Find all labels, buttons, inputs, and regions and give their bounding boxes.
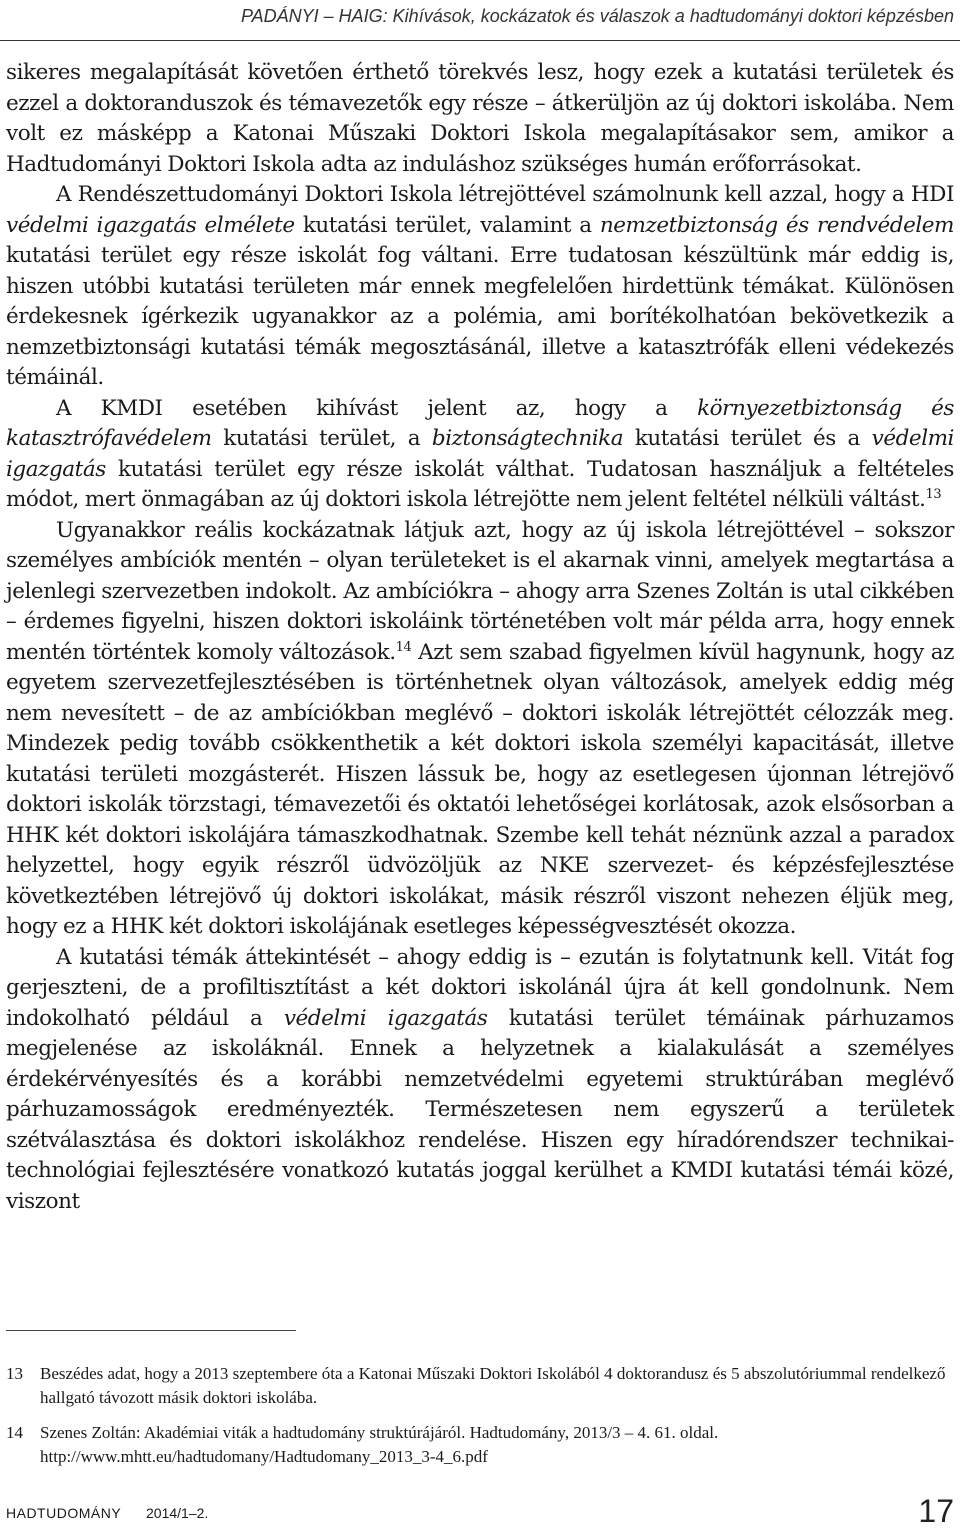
running-footer — [6, 1487, 954, 1527]
footnote-ref-13[interactable]: 13 — [925, 486, 942, 502]
paragraph-text: kutatási terület egy része iskolát válthat. Tudatosan használjuk a feltételes módot, mert önmagában az új doktori iskola létrejötte nem jelent feltétel nélküli váltást. — [6, 456, 954, 512]
footnotes — [6, 1362, 954, 1480]
emphasis-term: védelmi igazgatás — [6, 426, 954, 482]
paragraph-text: A kutatási témák áttekintését – ahogy eddig is – ezután is folytatnunk kell. Vitát fog gerjeszteni, de a profiltisztítást a két doktori iskolánál újra át kell gondolnunk. Nem indokolható például a — [6, 944, 954, 1031]
paragraph-text: kutatási terület egy része iskolát fog váltani. Erre tudatosan készültünk már eddig is, hiszen utóbbi kutatási területen már ennek megfelelően hirdettünk témákat. Különösen érdekesnek ígérkezik ugyanakkor az a polémia, ami borítékolhatóan bekövetkezik a nemzetbiztonsági kutatási témák megosztásánál, illetve a katasztrófák elleni védekezés témáinál. — [6, 243, 954, 390]
paragraph-text: A Rendészettudományi Doktori Iskola létrejöttével számolnunk kell azzal, hogy a HDI — [56, 182, 954, 207]
page-number: 17 — [918, 1493, 954, 1529]
footnote-text: Beszédes adat, hogy a 2013 szeptembere óta a Katonai Műszaki Doktori Iskolából 4 doktorandusz és 5 abszolutóriummal rendelkező hallgató távozott másik doktori iskolába. — [40, 1364, 946, 1407]
paragraph-3 — [6, 394, 954, 516]
paragraph-text: kutatási terület témáinak párhuzamos megjelenése az iskoláknál. Ennek a helyzetnek a kialakulását a személyes érdekérvényesítés és a korábbi nemzetvédelmi egyetemi struktúrában meglévő párhuzamosságok eredményezték. Természetesen nem egyszerű a területek szétválasztása és doktori iskolákhoz rendelése. Hiszen egy híradórendszer technikai-technológiai fejlesztésére vonatkozó kutatás joggal kerülhet a KMDI kutatási témái közé, viszont — [6, 1005, 954, 1214]
running-title: PADÁNYI – HAIG: Kihívások, kockázatok és válaszok a hadtudományi doktori képzésben — [240, 6, 954, 26]
paragraph-4 — [6, 516, 954, 943]
paragraph-5 — [6, 943, 954, 1218]
paragraph-text: Ugyanakkor reális kockázatnak látjuk azt, hogy az új iskola létrejöttével – sokszor személyes ambíciók mentén – olyan területeket is el akarnak vinni, amelyek megtartása a jelenlegi szervezetben indokolt. Az ambíciókra – ahogy arra Szenes Zoltán is utal cikkében – érdemes figyelni, hiszen doktori iskoláink történetében volt már példa arra, hogy ennek mentén történtek komoly változások. — [6, 517, 954, 665]
paragraph-text: sikeres megalapítását követően érthető törekvés lesz, hogy ezek a kutatási területek és ezzel a doktoranduszok és témavezetők egy része – átkerüljön az új doktori iskolába. Nem volt ez másképp a Katonai Műszaki Doktori Iskola megalapításakor sem, amikor a Hadtudományi Doktori Iskola adta az induláshoz szükséges humán erőforrásokat. — [6, 60, 954, 177]
emphasis-term: védelmi igazgatás — [283, 1005, 488, 1031]
paragraph-text: kutatási terület, valamint a — [294, 212, 600, 238]
footnote-ref-14[interactable]: 14 — [395, 639, 412, 655]
issue-number: 2014/1–2. — [146, 1505, 209, 1521]
footnote-number: 14 — [6, 1423, 23, 1442]
paragraph-1 — [6, 58, 954, 180]
journal-name: HADTUDOMÁNY — [6, 1505, 122, 1521]
paragraph-text: Azt sem szabad figyelmen kívül hagynunk, hogy az egyetem szervezetfejlesztésében is történhetnek olyan változások, amelyek eddig még nem nevesített – de az ambíciókban meglévő – doktori iskolák létrejöttét célozzák meg. Mindezek pedig tovább csökkenthetik a két doktori iskola személyi kapacitását, illetve kutatási területi mozgásterét. Hiszen lássuk be, hogy az esetlegesen újonnan létrejövő doktori iskolák törzstagi, témavezetői és oktatói lehetőségei korlátosak, azok elsősorban a HHK két doktori iskolájára támaszkodhatnak. Szembe kell tehát néznünk azzal a paradox helyzettel, hogy egyik részről üdvözöljük az NKE szervezet- és képzésfejlesztése következtében létrejövő új doktori iskolákat, másik részről viszont nehezen éljük meg, hogy ez a HHK két doktori iskolájának esetleges képességvesztését okozza. — [6, 639, 954, 939]
paragraph-2 — [6, 180, 954, 394]
footnote-14 — [6, 1421, 954, 1468]
article-body — [6, 58, 954, 1217]
paragraph-text: kutatási terület és a — [623, 426, 872, 451]
footnote-text: Szenes Zoltán: Akadémiai viták a hadtudomány struktúrájáról. Hadtudomány, 2013/3 – 4. 61. oldal. http://www.mhtt.eu/hadtudomany/Hadtudomany_2013_3-4_6.pdf — [40, 1423, 719, 1466]
footnote-number: 13 — [6, 1364, 23, 1383]
paragraph-text: A KMDI esetében kihívást jelent az, hogy a — [56, 395, 698, 421]
emphasis-term: védelmi igazgatás elmélete — [6, 212, 295, 238]
footnote-divider — [6, 1330, 296, 1331]
emphasis-term: környezetbiztonság és katasztrófavédelem — [6, 395, 954, 451]
emphasis-term: nemzetbiztonság és rendvédelem — [599, 212, 954, 238]
footnote-13 — [6, 1362, 954, 1409]
running-header — [0, 0, 960, 41]
emphasis-term: biztonságtechnika — [431, 426, 624, 451]
paragraph-text: kutatási terület, a — [211, 426, 432, 451]
